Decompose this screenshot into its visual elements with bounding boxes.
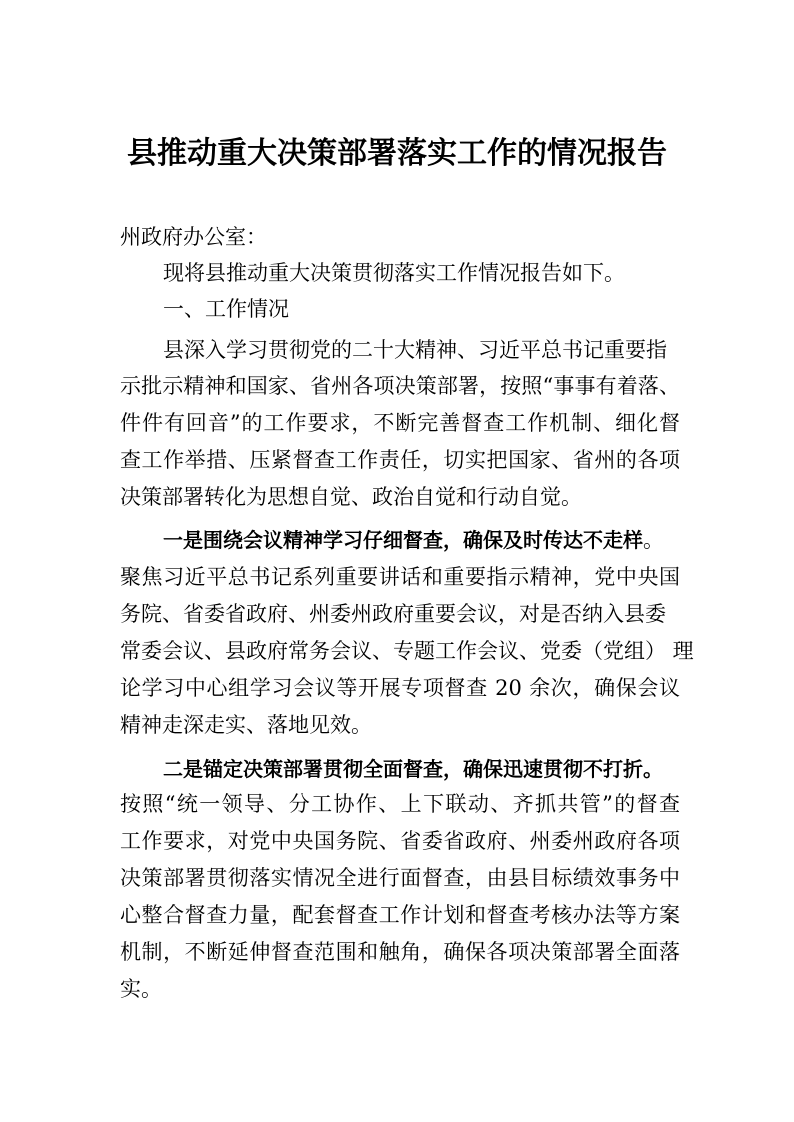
paragraph-line: 实。	[120, 977, 162, 1001]
paragraph-line: 示批示精神和国家、省州各项决策部署，按照“事事有着落、	[120, 374, 680, 398]
document-title: 县推动重大决策部署落实工作的情况报告	[127, 136, 667, 171]
paragraph-line: 查工作举措、压紧督查工作责任，切实把国家、省州的各项	[120, 448, 680, 472]
intro-paragraph: 现将县推动重大决策贯彻落实工作情况报告如下。	[163, 261, 625, 285]
paragraph-line: 精神走深走实、落地见效。	[120, 713, 372, 737]
paragraph-line: 县深入学习贯彻党的二十大精神、习近平总书记重要指	[163, 338, 667, 362]
point-1-lead-end: 。	[643, 528, 664, 552]
section-heading: 一、工作情况	[163, 297, 289, 321]
paragraph-line: 件件有回音”的工作要求，不断完善督查工作机制、细化督	[120, 411, 680, 435]
paragraph-line: 决策部署转化为思想自觉、政治自觉和行动自觉。	[120, 485, 582, 509]
paragraph-line: 论学习中心组学习会议等开展专项督查 20 余次，确保会议	[120, 676, 680, 700]
paragraph-line: 心整合督查力量，配套督查工作计划和督查考核办法等方案	[120, 903, 680, 927]
point-1-lead	[163, 526, 664, 554]
paragraph-line: 机制，不断延伸督查范围和触角，确保各项决策部署全面落	[120, 940, 680, 964]
paragraph-line: 工作要求，对党中央国务院、省委省政府、州委州政府各项	[120, 829, 680, 853]
paragraph-line: 决策部署贯彻落实情况全进行面督查，由县目标绩效事务中	[120, 866, 680, 890]
point-1-lead-text: 一是围绕会议精神学习仔细督查，确保及时传达不走样	[163, 528, 643, 552]
point-2-lead: 二是锚定决策部署贯彻全面督查，确保迅速贯彻不打折。	[163, 757, 663, 781]
paragraph-line: 聚焦习近平总书记系列重要讲话和重要指示精神，党中央国	[120, 565, 680, 589]
paragraph-line: 按照“统一领导、分工协作、上下联动、齐抓共管”的督查	[120, 792, 680, 816]
paragraph-line: 务院、省委省政府、州委州政府重要会议，对是否纳入县委	[120, 602, 666, 626]
paragraph-line: 常委会议、县政府常务会议、专题工作会议、党委（党组） 理	[120, 639, 694, 663]
salutation: 州政府办公室：	[120, 225, 267, 249]
